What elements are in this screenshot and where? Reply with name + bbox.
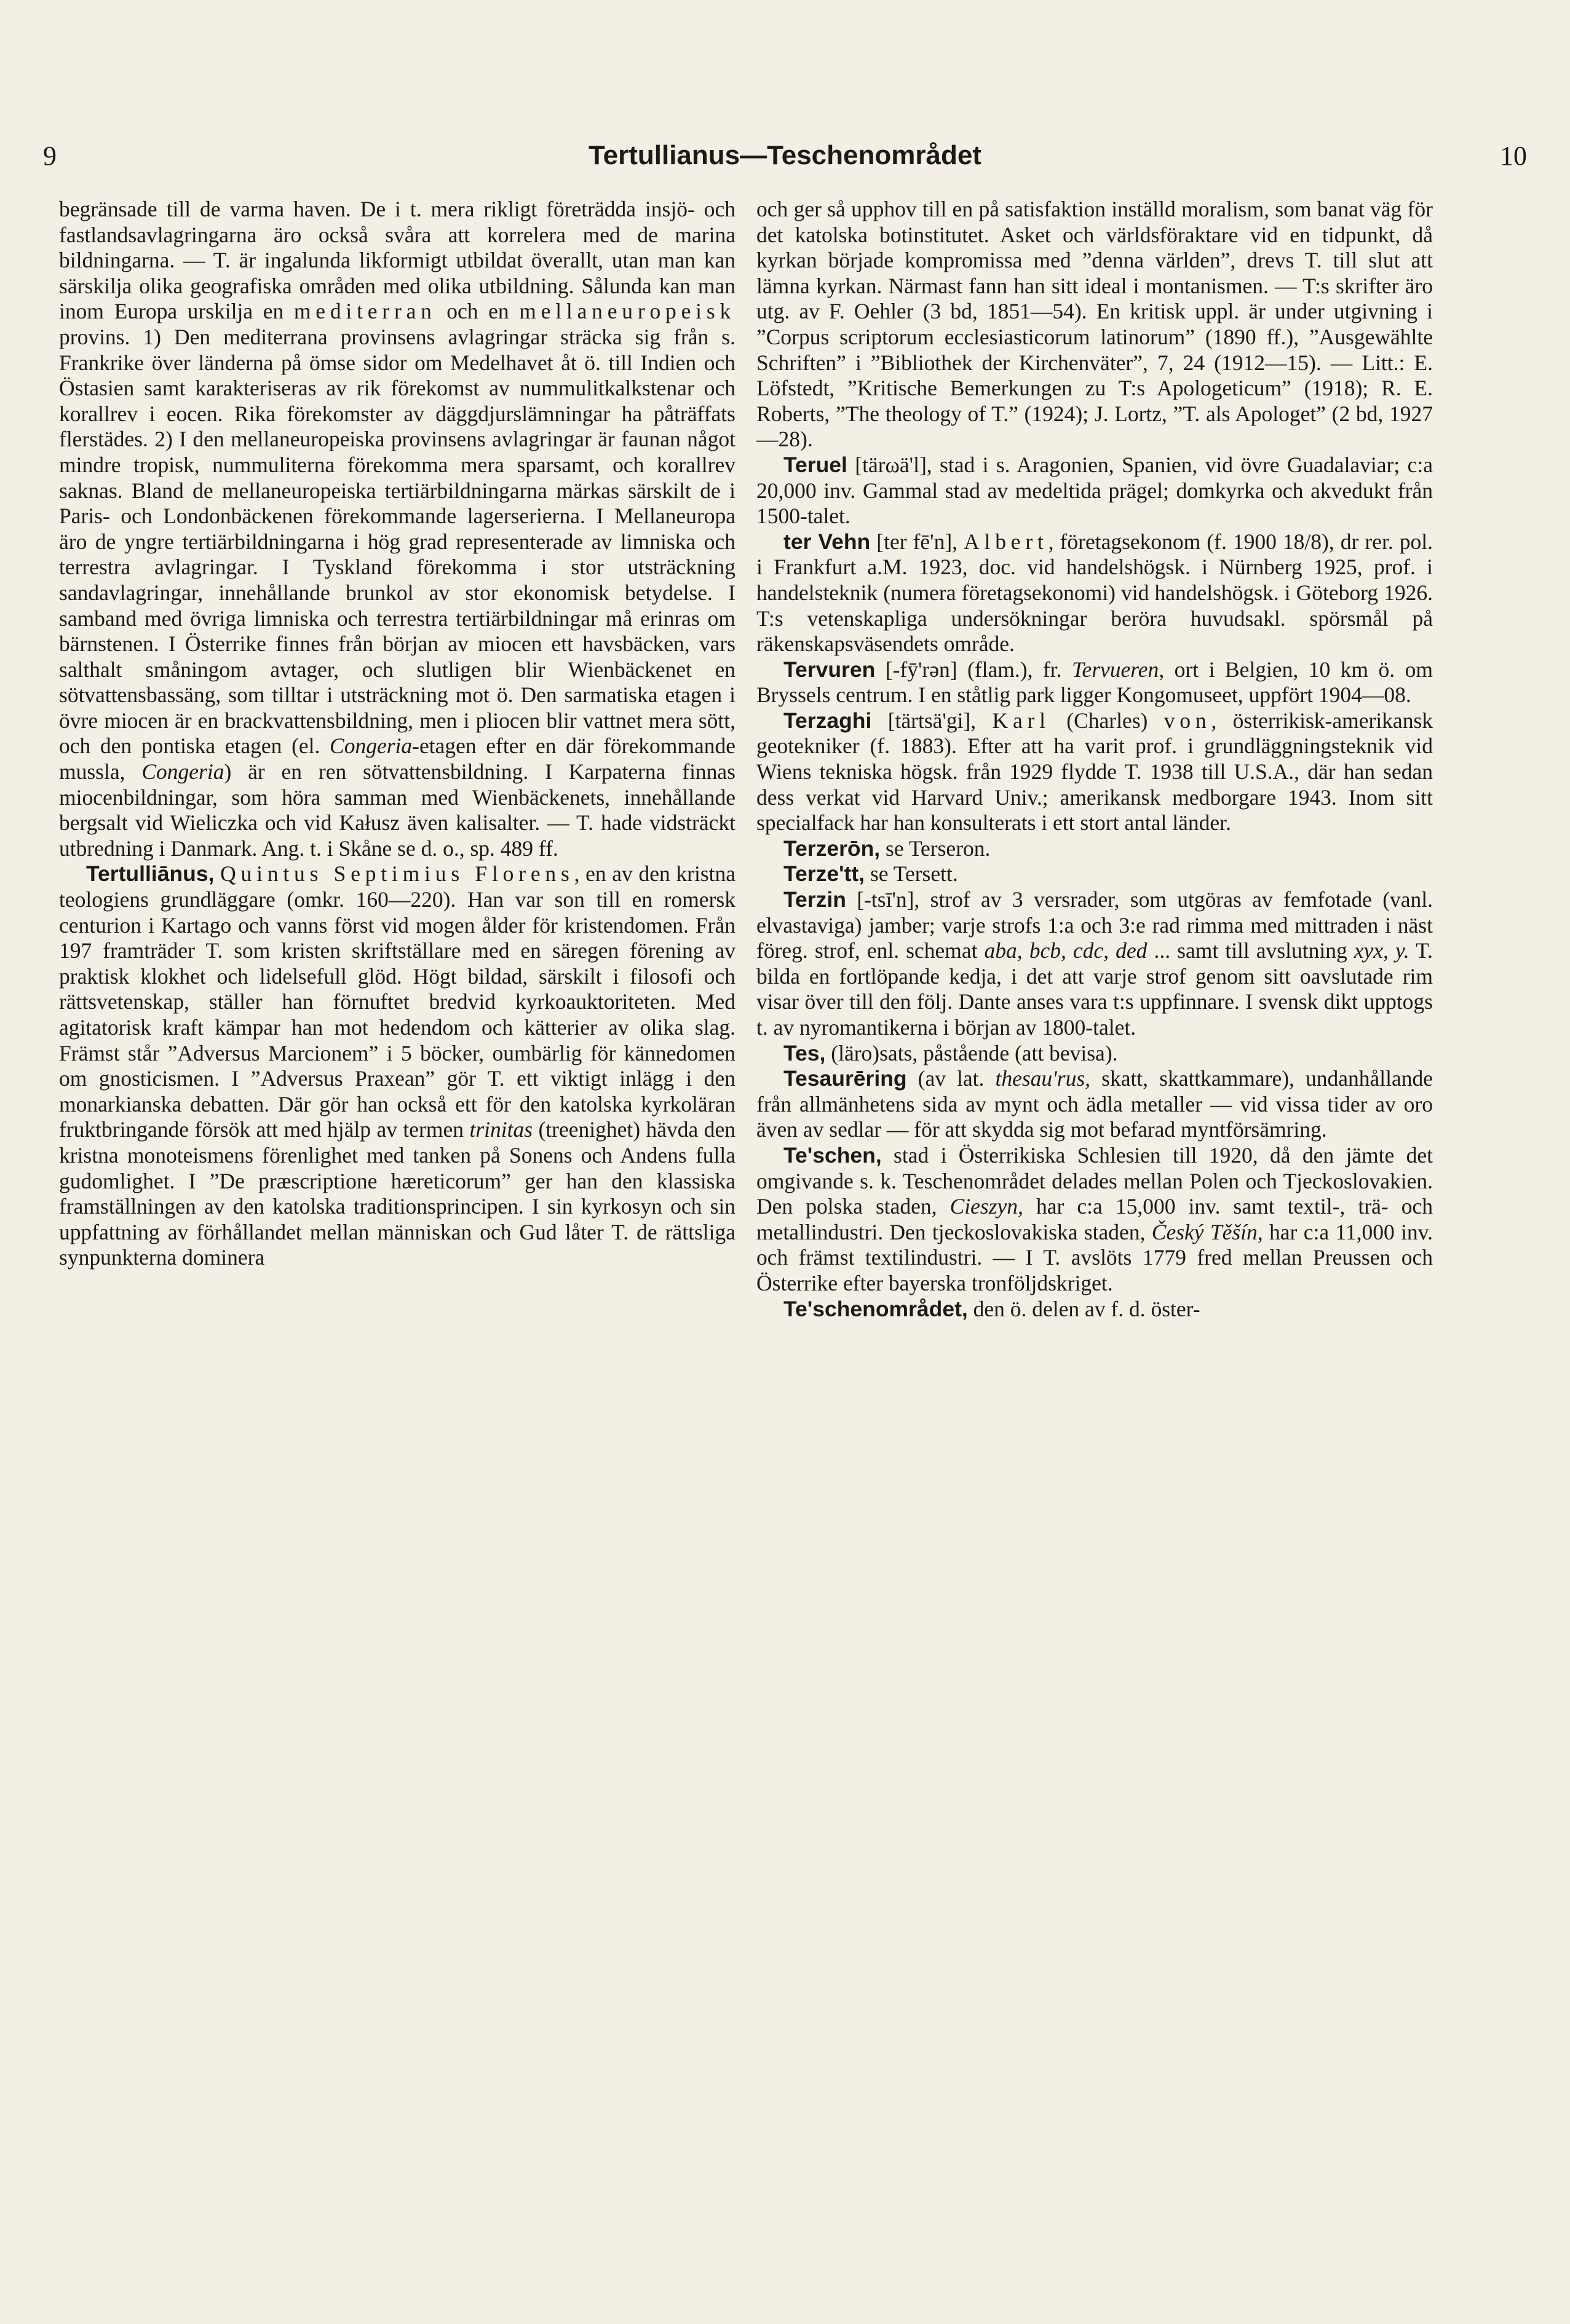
tertiary-continuation: begränsade till de varma haven. De i t. mera rikligt företrädda insjö- och fastlandsavlagringarna äro också svåra att korrelera med de marina bildningarna. — T. är ingalunda likformigt utbildat överallt, utan man kan särskilja olika geografiska områden med olika utbildning. Sålunda kan man inom Europa urskilja en mediterran och en mellaneuropeisk provins. 1) Den mediterrana provinsens avlagringar sträcka sig från s. Frankrike över länderna på ömse sidor om Medelhavet åt ö. till Indien och Östasien samt karakteriseras av rik förekomst av nummulitkalkstenar och korallrev i eocen. Rika förekomster av däggdjurslämningar ha påträffats flerstädes. 2) I den mellaneuropeiska provinsens avlagringar är faunan något mindre tropisk, nummuliterna förekomma mera sparsamt, och korallrev saknas. Bland de mellaneuropeiska tertiärbildningarna märkas särskilt de i Paris- och Londonbäckenen förekommande lagerserierna. I Mellaneuropa äro de yngre tertiärbildningarna i hög grad representerade av limniska och terrestra avlagringar. I Tyskland förekomma i stor utsträckning sandavlagringar, innehållande brunkol av stor ekonomisk betydelse. I samband med övriga limniska och terrestra tertiärbildningar må erinras om bärnstenen. I Österrike finnes från början av miocen ett havsbäcken, vars salthalt småningom avtager, och slutligen blir Wienbäckenet en sötvattensbassäng, som tilltar i utsträckning mot ö. Den sarmatiska etagen i övre miocen är en brackvattensbildning, men i pliocen blir vattnet mera sött, och den pontiska etagen (el. Congeria-etagen efter en där förekommande mussla, Congeria) är en ren sötvattensbildning. I Karpaterna finnas miocenbildningar, som höra samman med Wienbäckenets, innehållande bergsalt vid Wieliczka och vid Kałusz även kalisalter. — T. hade vidsträckt utbredning i Danmark. Ang. t. i Skåne se d. o., sp. 489 ff. bbox=[59, 197, 736, 861]
headword: Terze'tt, bbox=[783, 861, 865, 887]
entry-terzett: Terze'tt, se Tersett. bbox=[783, 861, 958, 887]
right-column bbox=[756, 197, 1433, 1322]
headword: Terzaghi bbox=[783, 708, 872, 733]
entry-terzeron: Terzerōn, se Terseron. bbox=[783, 836, 991, 861]
tertullianus-continuation: och ger så upphov till en på satisfaktion inställd moralism, som banat väg för det katolska botinstitutet. Asket och världsföraktare vid en tidpunkt, då kyrkan började kompromissa med ”denna världen”, drevs T. till slut att lämna kyrkan. Närmast fann han sitt ideal i montanismen. — T:s skrifter äro utg. av F. Oehler (3 bd, 1851—54). En kritisk uppl. är under utgivning i ”Corpus scriptorum ecclesiasticorum latinorum” (1890 ff.), ”Ausgewählte Schriften” i ”Bibliothek der Kirchenväter”, 7, 24 (1912—15). — Litt.: E. Löfstedt, ”Kritische Bemerkungen zu T:s Apologeticum” (1918); R. E. Roberts, ”The theology of T.” (1924); J. Lortz, ”T. als Apologet” (2 bd, 1927—28). bbox=[756, 197, 1433, 452]
entry-tesaurering: Tesaurēring (av lat. thesau'rus, skatt, skattkammare), undanhållande från allmänhetens sida av mynt och ädla metaller — vid vissa tider av oro även av sedlar — för att skydda sig mot befarad myntförsämring. bbox=[756, 1066, 1433, 1142]
entry-terzaghi: Terzaghi [tärtsä'gi], Karl (Charles) von, österrikisk-amerikansk geotekniker (f. 1883). Efter att ha varit prof. i grundläggningsteknik vid Wiens tekniska högsk. från 1929 flydde T. 1938 till U.S.A., där han sedan dess verkat vid Harvard Univ.; amerikansk medborgare 1943. Inom sitt specialfack har han konsulterats i ett stort antal länder. bbox=[756, 708, 1433, 836]
headword: Teruel bbox=[783, 452, 847, 477]
headword: ter Vehn bbox=[783, 529, 871, 554]
left-column bbox=[59, 197, 735, 1271]
entry-tertullianus: Tertulliānus, Quintus Septimius Florens, en av den kristna teologiens grundläggare (omkr. 160—220). Han var son till en romersk centurion i Kartago och vanns först vid mogen ålder för kristendomen. Från 197 framträder T. som kristen skriftställare med en säregen förening av praktisk klokhet och lidelsefull glöd. Högt bildad, särskilt i filosofi och rättsvetenskap, ställer han förnuftet bredvid kyrkoauktoriteten. Med agitatorisk kraft kämpar han mot hedendom och kätterier av olika slag. Främst står ”Adversus Marcionem” i 5 böcker, oumbärlig för kännedomen om gnosticismen. I ”Adversus Praxean” gör T. ett viktigt inlägg i den monarkianska debatten. Där gör han också ett för den katolska kyrkoläran fruktbringande försök att med hjälp av termen trinitas (treenighet) hävda den kristna monoteismens förenlighet med tanken på Sonens och Andens fulla gudomlighet. I ”De præscriptione hæreticorum” ger han den klassiska framställningen av den katolska traditionsprincipen. I sin kyrkosyn och sin uppfattning av förhållandet mellan människan och Gud låter T. de rättsliga synpunkterna dominera bbox=[59, 861, 735, 1270]
headword: Tes, bbox=[783, 1040, 826, 1065]
entry-teschenomradet: Te'schenområdet, den ö. delen av f. d. öster- bbox=[783, 1296, 1200, 1321]
entry-tervuren: Tervuren [-fȳ'rən] (flam.), fr. Tervueren, ort i Belgien, 10 km ö. om Bryssels centrum. I en ståtlig park ligger Kongomuseet, uppfört 1904—08. bbox=[756, 657, 1433, 708]
entry-terzin: Terzin [-tsī'n], strof av 3 versrader, som utgöras av femfotade (vanl. elvastaviga) jamber; varje strofs 1:a och 3:e rad rimma med mittraden i näst föreg. strof, enl. schemat aba, bcb, cdc, ded ... samt till avslutning xyx, y. T. bilda en fortlöpande kedja, i det att varje strof genom sitt oavslutade rim visar över till den följ. Dante anses vara t:s uppfinnare. I svensk dikt upptogs t. av nyromantikerna i början av 1800-talet. bbox=[756, 887, 1433, 1040]
headword: Terzin bbox=[783, 887, 846, 912]
entry-teruel: Teruel [tärωä'l], stad i s. Aragonien, Spanien, vid övre Guadalaviar; c:a 20,000 inv. Gammal stad av medeltida prägel; domkyrka och akvedukt från 1500-talet. bbox=[756, 452, 1433, 529]
entry-tes: Tes, (läro)sats, påstående (att bevisa). bbox=[783, 1040, 1118, 1065]
page-number-left: 9 bbox=[43, 141, 57, 171]
headword: Tesaurēring bbox=[783, 1066, 907, 1091]
headword: Tertulliānus, bbox=[86, 861, 215, 887]
headword: Terzerōn, bbox=[783, 836, 881, 861]
headword: Tervuren bbox=[783, 657, 876, 682]
running-title: Tertullianus—Teschenområdet bbox=[589, 140, 981, 170]
headword: Te'schen, bbox=[783, 1142, 882, 1168]
page-number-right: 10 bbox=[1500, 141, 1527, 171]
headword: Te'schenområdet, bbox=[783, 1296, 968, 1321]
entry-ter-vehn: ter Vehn [ter fē'n], Albert, företagsekonom (f. 1900 18/8), dr rer. pol. i Frankfurt a.M. 1923, doc. vid handelshögsk. i Nürnberg 1925, prof. i handelsteknik (numera företagsekonomi) vid handelshögsk. i Göteborg 1926. T:s vetenskapliga undersökningar beröra huvudsakl. spörsmål på räkenskapsväsendets område. bbox=[756, 529, 1433, 657]
page-header bbox=[43, 140, 1527, 183]
entry-teschen: Te'schen, stad i Österrikiska Schlesien till 1920, då den jämte det omgivande s. k. Teschenområdet delades mellan Polen och Tjeckoslovakien. Den polska staden, Cieszyn, har c:a 15,000 inv. samt textil-, trä- och metallindustri. Den tjeckoslovakiska staden, Český Těšín, har c:a 11,000 inv. och främst textilindustri. — I T. avslöts 1779 fred mellan Preussen och Österrike efter bayerska tronföljdskriget. bbox=[756, 1142, 1433, 1295]
